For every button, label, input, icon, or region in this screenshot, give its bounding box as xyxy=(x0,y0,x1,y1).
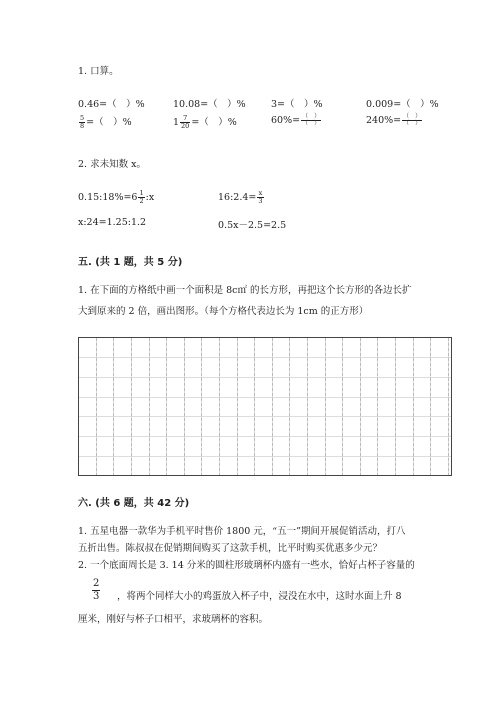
section-6-q1-line1: 1. 五星电器一款华为手机平时售价 1800 元，“五一”期间开展促销活动，打八 xyxy=(78,526,406,537)
math-rest: =（ ）% xyxy=(191,117,237,128)
mental-math-5-8 xyxy=(78,114,132,130)
equation-4: 0.5x－2.5=2.5 xyxy=(218,220,287,231)
fraction-denominator: 8 xyxy=(80,122,85,130)
mental-math-240-percent xyxy=(366,114,423,127)
section-6-q2-line1: 2. 一个底面周长是 3. 14 分米的圆柱形玻璃杯内盛有一些水，恰好占杯子容量的 xyxy=(78,560,415,571)
fraction-denominator: 20 xyxy=(181,122,190,130)
math-lead: 60%= xyxy=(271,115,301,126)
fraction-numerator: （ ） xyxy=(302,113,321,120)
fraction-numerator: 1 xyxy=(139,189,144,197)
math-lead: 16:2.4= xyxy=(218,192,257,203)
fraction-numerator: 5 xyxy=(80,114,85,122)
question-2-title: 2. 求未知数 x。 xyxy=(78,159,146,170)
fraction-numerator: 2 xyxy=(93,578,100,589)
mental-math-0-009: 0.009=（ ）% xyxy=(366,99,439,110)
fraction-denominator: （ ） xyxy=(302,120,321,127)
fraction-numerator: （ ） xyxy=(403,113,422,120)
section-6-heading: 六. (共 6 题，共 42 分) xyxy=(78,498,190,509)
fraction-denominator: （ ） xyxy=(403,120,422,127)
section-5-heading: 五. (共 1 题，共 5 分) xyxy=(78,257,183,268)
equation-2 xyxy=(218,190,265,205)
math-rest: =（ ）% xyxy=(86,117,132,128)
question-1-title: 1. 口算。 xyxy=(78,66,119,77)
mental-math-1-7-20 xyxy=(173,114,237,130)
fraction-numerator: 7 xyxy=(180,115,190,123)
mental-math-3: 3=（ ）% xyxy=(271,99,323,110)
mental-math-10-08: 10.08=（ ）% xyxy=(173,99,246,110)
fraction-numerator: x xyxy=(258,189,263,197)
math-tail: :x xyxy=(145,192,155,203)
section-6-q2-line2: ，将两个同样大小的鸡蛋放入杯子中，浸没在水中，这时水面上升 8 xyxy=(117,591,402,602)
section-6-q2-line3: 厘米，刚好与杯子口相平，求玻璃杯的容积。 xyxy=(78,614,269,625)
mixed-whole: 1 xyxy=(173,117,180,128)
math-lead: 0.15:18%=6 xyxy=(78,192,138,203)
two-thirds-fraction xyxy=(91,578,101,603)
equation-1 xyxy=(78,190,154,205)
mental-math-60-percent xyxy=(271,114,322,127)
fraction-denominator: 3 xyxy=(93,591,100,602)
fraction-denominator: 3 xyxy=(258,197,263,205)
section-6-q1-line2: 五折出售。陈叔叔在促销期间购买了这款手机，比平时购买优惠多少元？ xyxy=(78,543,383,554)
fraction-denominator: 2 xyxy=(139,197,144,205)
section-5-q1-line2: 大到原来的 2 倍，画出图形。（每个方格代表边长为 1cm 的正方形） xyxy=(78,306,369,317)
math-lead: 240%= xyxy=(366,115,402,126)
mental-math-0-46: 0.46=（ ）% xyxy=(78,99,145,110)
grid-paper xyxy=(78,337,452,476)
section-5-q1-line1: 1. 在下面的方格纸中画一个面积是 8c㎡ 的长方形，再把这个长方形的各边长扩 xyxy=(78,285,412,296)
equation-3: x:24=1.25:1.2 xyxy=(78,217,147,228)
